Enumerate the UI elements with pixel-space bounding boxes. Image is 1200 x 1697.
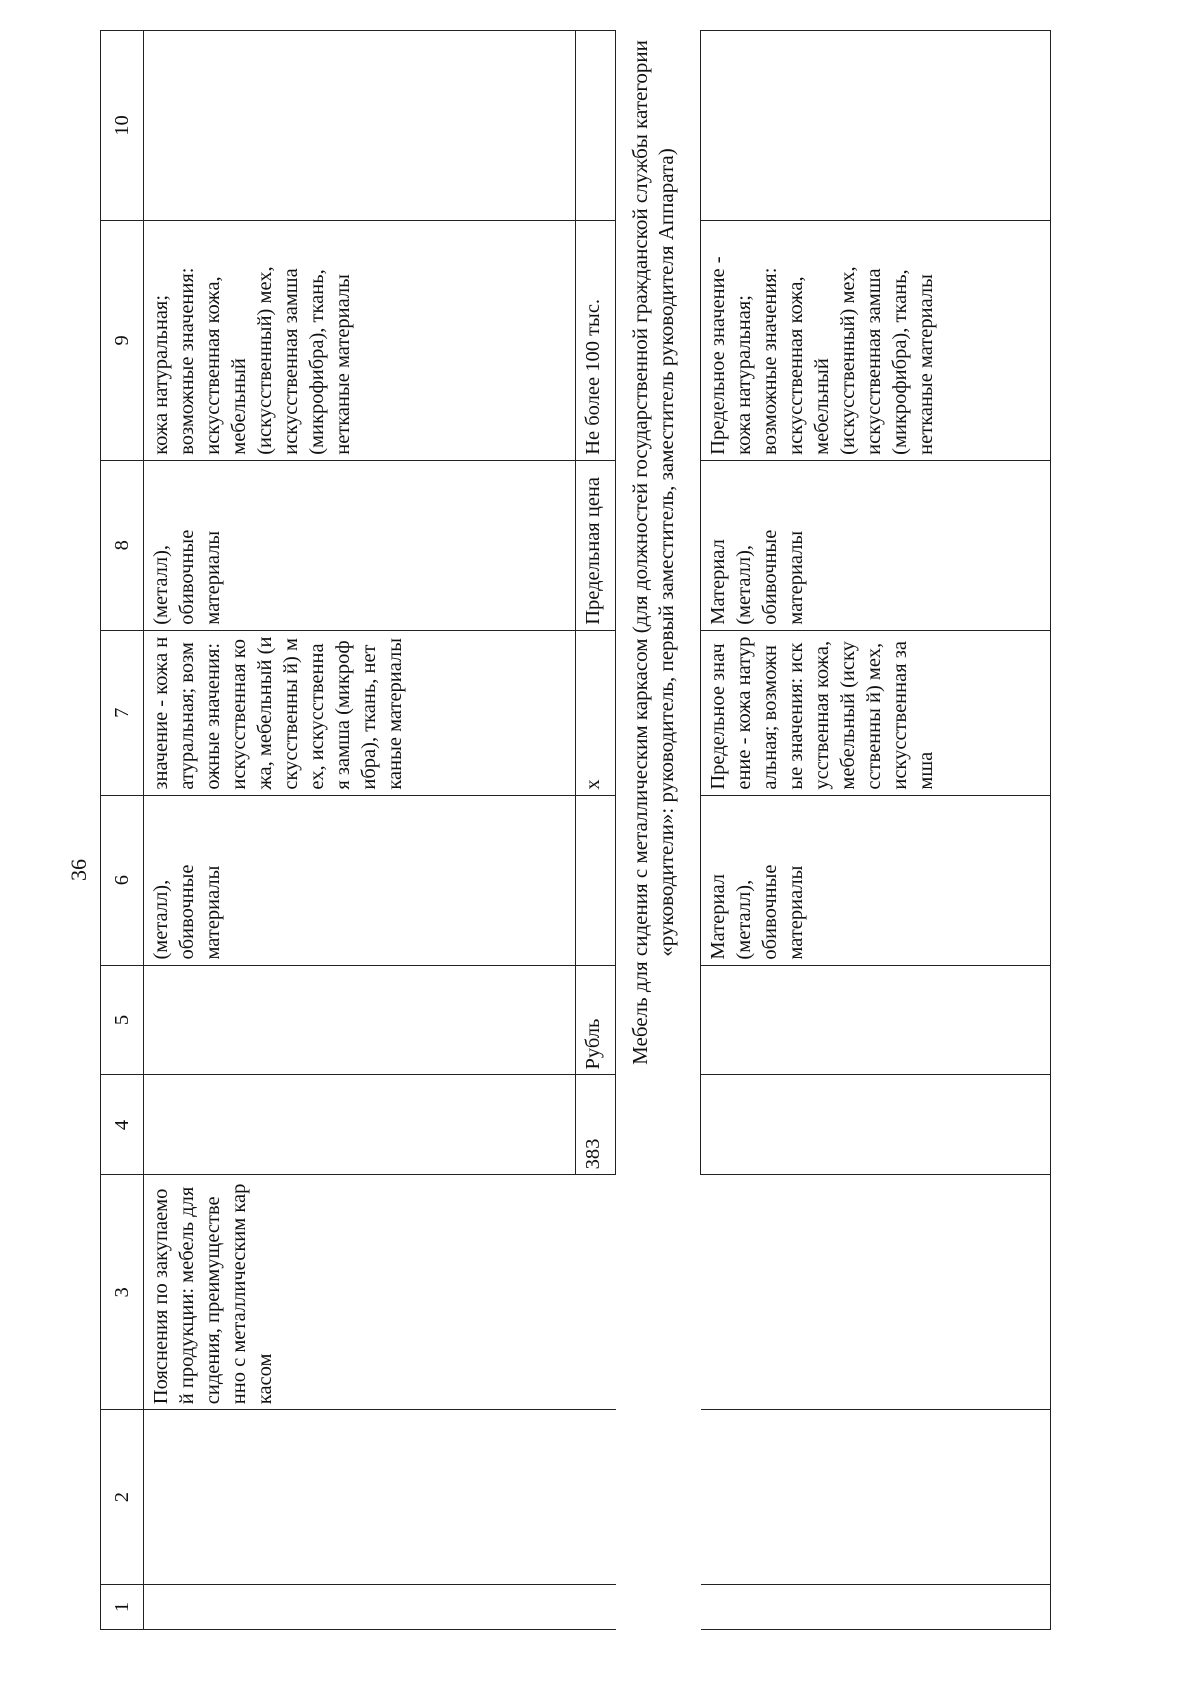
col-header-2: 2 (101, 1410, 144, 1585)
cell-6: (металл), обивочные материалы (144, 795, 576, 965)
cell-1 (576, 1585, 616, 1630)
cell-2 (144, 1410, 576, 1585)
page-number: 36 (66, 859, 91, 881)
cell-10 (576, 31, 616, 221)
col-header-9: 9 (101, 220, 144, 460)
col-header-10: 10 (101, 31, 144, 221)
cell-5: Рубль (576, 965, 616, 1075)
col-header-4: 4 (101, 1075, 144, 1175)
cell-7: значение - кожа натуральная; возможные значения: искусственная кожа, мебельный (искусственны й) мех, искусственная замша (микрофибра), ткань, нетканые материалы (144, 630, 576, 795)
rotated-table-canvas (100, 30, 1130, 1630)
cell-7: x (576, 630, 616, 795)
cell-9: Не более 100 тыс. (576, 220, 616, 460)
table-row (701, 31, 1051, 1630)
cell-5 (701, 965, 1051, 1075)
cell-2 (701, 1410, 1051, 1585)
cell-3: Пояснения по закупаемой продукции: мебель для сидения, преимуществе нно с металлическим каркасом (144, 1175, 576, 1410)
cell-4: 383 (576, 1075, 616, 1175)
col-header-8: 8 (101, 460, 144, 630)
cell-8: (металл), обивочные материалы (144, 460, 576, 630)
col-header-1: 1 (101, 1585, 144, 1630)
table-row (144, 31, 576, 1630)
cell-5 (144, 965, 576, 1075)
cell-7: Предельное значение - кожа натуральная; возможные значения: искусственная кожа, мебельный (искусственны й) мех, искусственная замша (701, 630, 1051, 795)
section-title: Мебель для сидения с металлическим каркасом (для должностей государственной гражданской службы категории «руководители»: руководитель, первый заместитель, заместитель руководителя Аппарата) (628, 40, 678, 1065)
cell-10 (701, 31, 1051, 221)
cell-10 (144, 31, 576, 221)
cell-3 (701, 1175, 1051, 1410)
cell-6: Материал (металл), обивочные материалы (701, 795, 1051, 965)
cell-9: Предельное значение - кожа натуральная; возможные значения: искусственная кожа, мебельный (искусственный) мех, искусственная замша (микрофибра), ткань, нетканые материалы (701, 220, 1051, 460)
cell-2 (576, 1410, 616, 1585)
cell-8: Материал (металл), обивочные материалы (701, 460, 1051, 630)
cell-1 (144, 1585, 576, 1630)
spec-table-top (100, 30, 616, 1630)
cell-3 (576, 1175, 616, 1410)
col-header-6: 6 (101, 795, 144, 965)
header-row (101, 31, 144, 1630)
cell-4 (701, 1075, 1051, 1175)
price-row (576, 31, 616, 1630)
cell-6 (576, 795, 616, 965)
cell-8: Предельная цена (576, 460, 616, 630)
spec-table-bottom (700, 30, 1051, 1630)
cell-1 (701, 1585, 1051, 1630)
col-header-7: 7 (101, 630, 144, 795)
cell-9: кожа натуральная; возможные значения: искусственная кожа, мебельный (искусственный) мех, искусственная замша (микрофибра), ткань, нетканые материалы (144, 220, 576, 460)
cell-4 (144, 1075, 576, 1175)
col-header-5: 5 (101, 965, 144, 1075)
col-header-3: 3 (101, 1175, 144, 1410)
